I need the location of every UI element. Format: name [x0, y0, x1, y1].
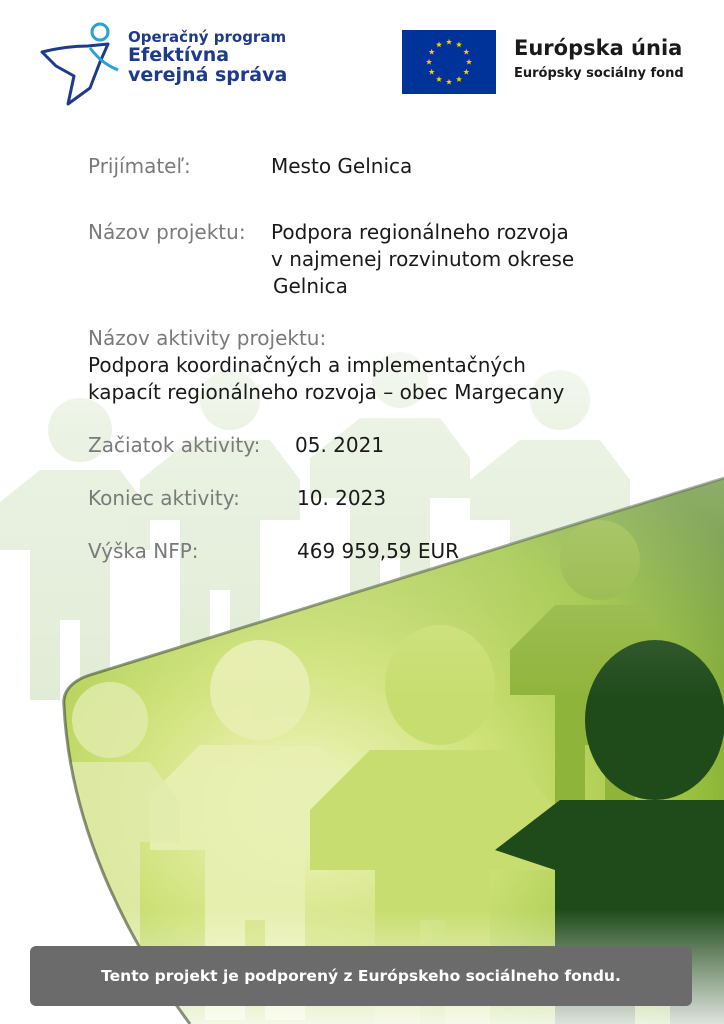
activity-start-value: 05. 2021 — [295, 433, 385, 457]
activity-end-value: 10. 2023 — [297, 486, 387, 510]
eu-subtitle: Európsky sociálny fond — [514, 66, 684, 81]
program-name-line2: Efektívna — [128, 43, 230, 66]
eu-label — [514, 36, 684, 81]
project-name-label: Názov projektu: — [88, 220, 246, 244]
project-name-line-2: v najmenej rozvinutom okrese — [271, 247, 575, 271]
recipient-value: Mesto Gelnica — [271, 154, 413, 178]
eu-flag-icon — [402, 30, 496, 94]
program-name-line3: verejná správa — [128, 63, 288, 86]
project-name-line-1: Podpora regionálneho rozvoja — [271, 220, 569, 244]
activity-name-line-2: kapacít regionálneho rozvoja – obec Margecany — [88, 380, 565, 404]
nfp-amount-value: 469 959,59 EUR — [297, 539, 460, 563]
activity-name-label: Názov aktivity projektu: — [88, 326, 327, 350]
program-name-line1: Operačný program — [128, 28, 287, 46]
project-name-line-3: Gelnica — [273, 274, 348, 298]
people-logo-icon — [38, 18, 126, 106]
footer-banner — [30, 946, 692, 1006]
op-logo — [38, 18, 318, 108]
activity-name-line-1: Podpora koordinačných a implementačných — [88, 353, 526, 377]
footer-text: Tento projekt je podporený z Európskeho sociálneho fondu. — [101, 967, 621, 985]
activity-start-label: Začiatok aktivity: — [88, 433, 261, 457]
activity-end-label: Koniec aktivity: — [88, 486, 240, 510]
eu-title: Európska únia — [514, 36, 683, 60]
nfp-amount-label: Výška NFP: — [88, 539, 199, 563]
recipient-label: Prijímateľ: — [88, 154, 191, 178]
